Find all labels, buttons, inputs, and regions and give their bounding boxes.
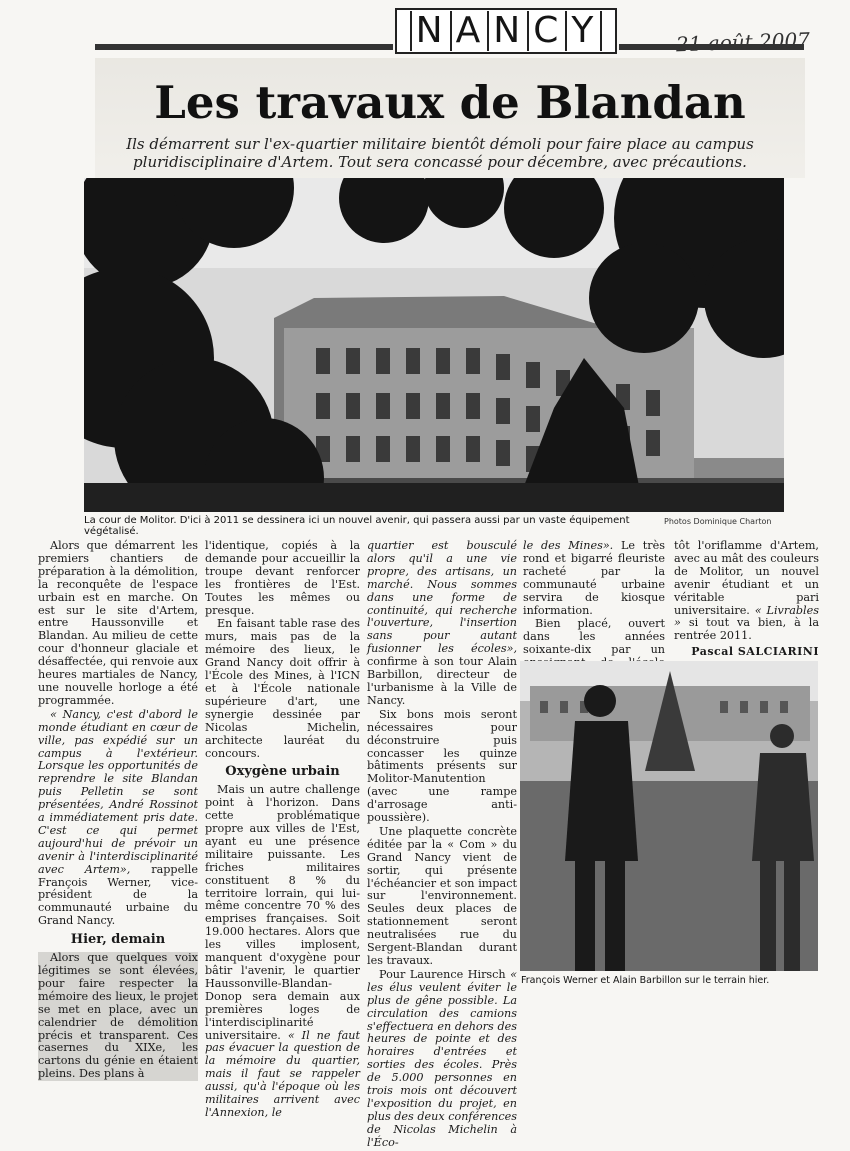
paragraph [38,709,198,928]
photo-credit: Photos Dominique Charton [664,517,772,526]
article-column-3 [367,540,517,1151]
quote: « Livrables » [674,603,819,630]
section-letter: C [527,11,565,51]
paragraph [367,540,517,708]
author-byline: Pascal SALCIARINI [691,645,819,659]
section-letter: Y [565,11,602,51]
main-photo [84,178,784,512]
quote: « Nancy, c'est d'abord le monde étudiant en cœur de ville, pas expédié sur un campus à l'extérieur. Lorsque les opportunités de reprendre le site Blandan puis Pelletin se sont présentées, André Rossinot a immédiatement pris date. C'est ce qui permet aujourd'hui de prévoir un avenir à l'interdisciplinarité avec Artem», [38,707,198,876]
handwritten-date: 21 août 2007 [675,27,811,57]
quote: « Il ne faut pas évacuer la question de la mémoire du quartier, mais il faut se rappeler aussi, qu'à l'époque où les militaires arrivent avec l'Annexion, le [205,1028,360,1119]
section-letter: N [410,11,450,51]
article-column-2 [205,540,360,1121]
paragraph-end: si tout va bien, à la rentrée 2011. [674,616,820,643]
attribution: rappelle François Werner, vice-président de la communauté urbaine du Grand Nancy. [38,862,198,928]
paragraph [367,969,517,1150]
section-nameplate [395,8,617,54]
paragraph-body: Mais un autre challenge point à l'horizon. Dans cette problématique propre aux villes de l'Est, ayant eu une présence militaire puissante. Les friches militaires constituent 8 % du territoire lorrain, qui lui-même concentre 70 % des emprises françaises. Soit 19.000 hectares. Alors que les villes implosent, manquent d'oxygène pour bâtir l'avenir, le quartier Haussonville-Blandan-Donop sera demain aux premières loges de l'interdisciplinarité universitaire. [205,783,360,1042]
headline: Les travaux de Blandan [154,76,746,129]
main-photo-illustration [84,178,784,512]
paragraph: Six bons mois seront nécessaires pour déconstruire puis concasser les quinze bâtiments présents sur Molitor-Manutention (avec une rampe d'arrosage anti-poussière). [367,707,517,825]
paragraph: En faisant table rase des murs, mais pas de la mémoire des lieux, le Grand Nancy doit offrir à l'École des Mines, à l'ICN et à l'École nationale supérieure d'art, une synergie dessinée par Nicolas Michelin, architecte lauréat du concours. [205,617,360,760]
subheading: Oxygène urbain [225,764,340,780]
second-photo-illustration [520,661,818,971]
article-column-5 [674,540,819,659]
paragraph: Une plaquette concrète éditée par la « Com » du Grand Nancy vient de sortir, qui présente l'échéancier et son impact sur l'environnement. Seules deux places de stationnement seront neutralisées rue du Sergent-Blandan durant les travaux. [367,824,517,967]
article-column-1 [38,540,198,1082]
paragraph: Bien placé, ouvert dans les années soixante-dix par un [523,617,665,657]
paragraph [205,784,360,1120]
paragraph-body: Pour Laurence Hirsch [379,967,506,981]
paragraph-body: tôt l'oriflamme d'Artem, avec au mât des couleurs de Molitor, un nouvel avenir étudiant et un véritable pari universitaire. [674,539,819,617]
header-rule-left [95,44,393,50]
paragraph: Alors que démarrent les premiers chantiers de préparation à la démolition, la reconquête de l'espace urbain est en marche. On est sur le site d'Artem, entre Haussonville et Blandan. Au milieu de cette cour d'honneur glaciale et désaffectée, qui renvoie aux heures martiales de Nancy, une nouvelle horloge a été programmée. [38,539,198,707]
attribution: confirme à son tour Alain Barbillon, directeur de l'urbanisme à la Ville de Nancy. [367,655,517,707]
quote: quartier est bousculé alors qu'il a une vie propre, des artisans, un marché. Nous sommes dans une forme de continuité, qui recherche l'ouverture, l'insertion sans pour autant fusionner les écoles», [367,539,517,656]
quote: le des Mines». [523,539,614,552]
second-photo-caption: François Werner et Alain Barbillon sur le terrain hier. [521,975,770,986]
paragraph [674,540,819,643]
paragraph [523,540,665,617]
section-letter: N [487,11,527,51]
subheading: Hier, demain [70,932,166,948]
main-photo-caption: La cour de Molitor. D'ici à 2011 se dessinera ici un nouvel avenir, qui passera aussi par un vaste équipement végétalisé. [84,515,630,537]
paragraph-body: Le très rond et bigarré fleuriste racheté par la communauté urbaine servira de kiosque information. [523,539,666,617]
section-letter: A [450,11,488,51]
paragraph: l'identique, copiés à la demande pour accueillir la troupe devant renforcer les frontières de l'Est. Toutes les mêmes ou presque. [205,539,360,617]
second-photo [520,661,818,971]
quote: « les élus veulent éviter le plus de gêne possible. La circulation des camions s'effectuera en dehors des heures de pointe et des horaires d'entrées et sorties des écoles. Près de 5.000 personnes en trois mois ont découvert l'exposition du projet, en plus des deux conférences de Nicolas Michelin à l'Éco- [367,967,518,1149]
paragraph: Alors que quelques voix légitimes se sont élevées, pour faire respecter la mémoire des lieux, le projet se met en place, avec un calendrier de démolition précis et transparent. Ces casernes du XIXe, les cartons du génie en étaient pleins. Des plans à [38,951,198,1081]
deck: Ils démarrent sur l'ex-quartier militaire bientôt démoli pour faire place au campus pluridisciplinaire d'Artem. Tout sera concassé pour décembre, avec précautions. [126,135,754,171]
